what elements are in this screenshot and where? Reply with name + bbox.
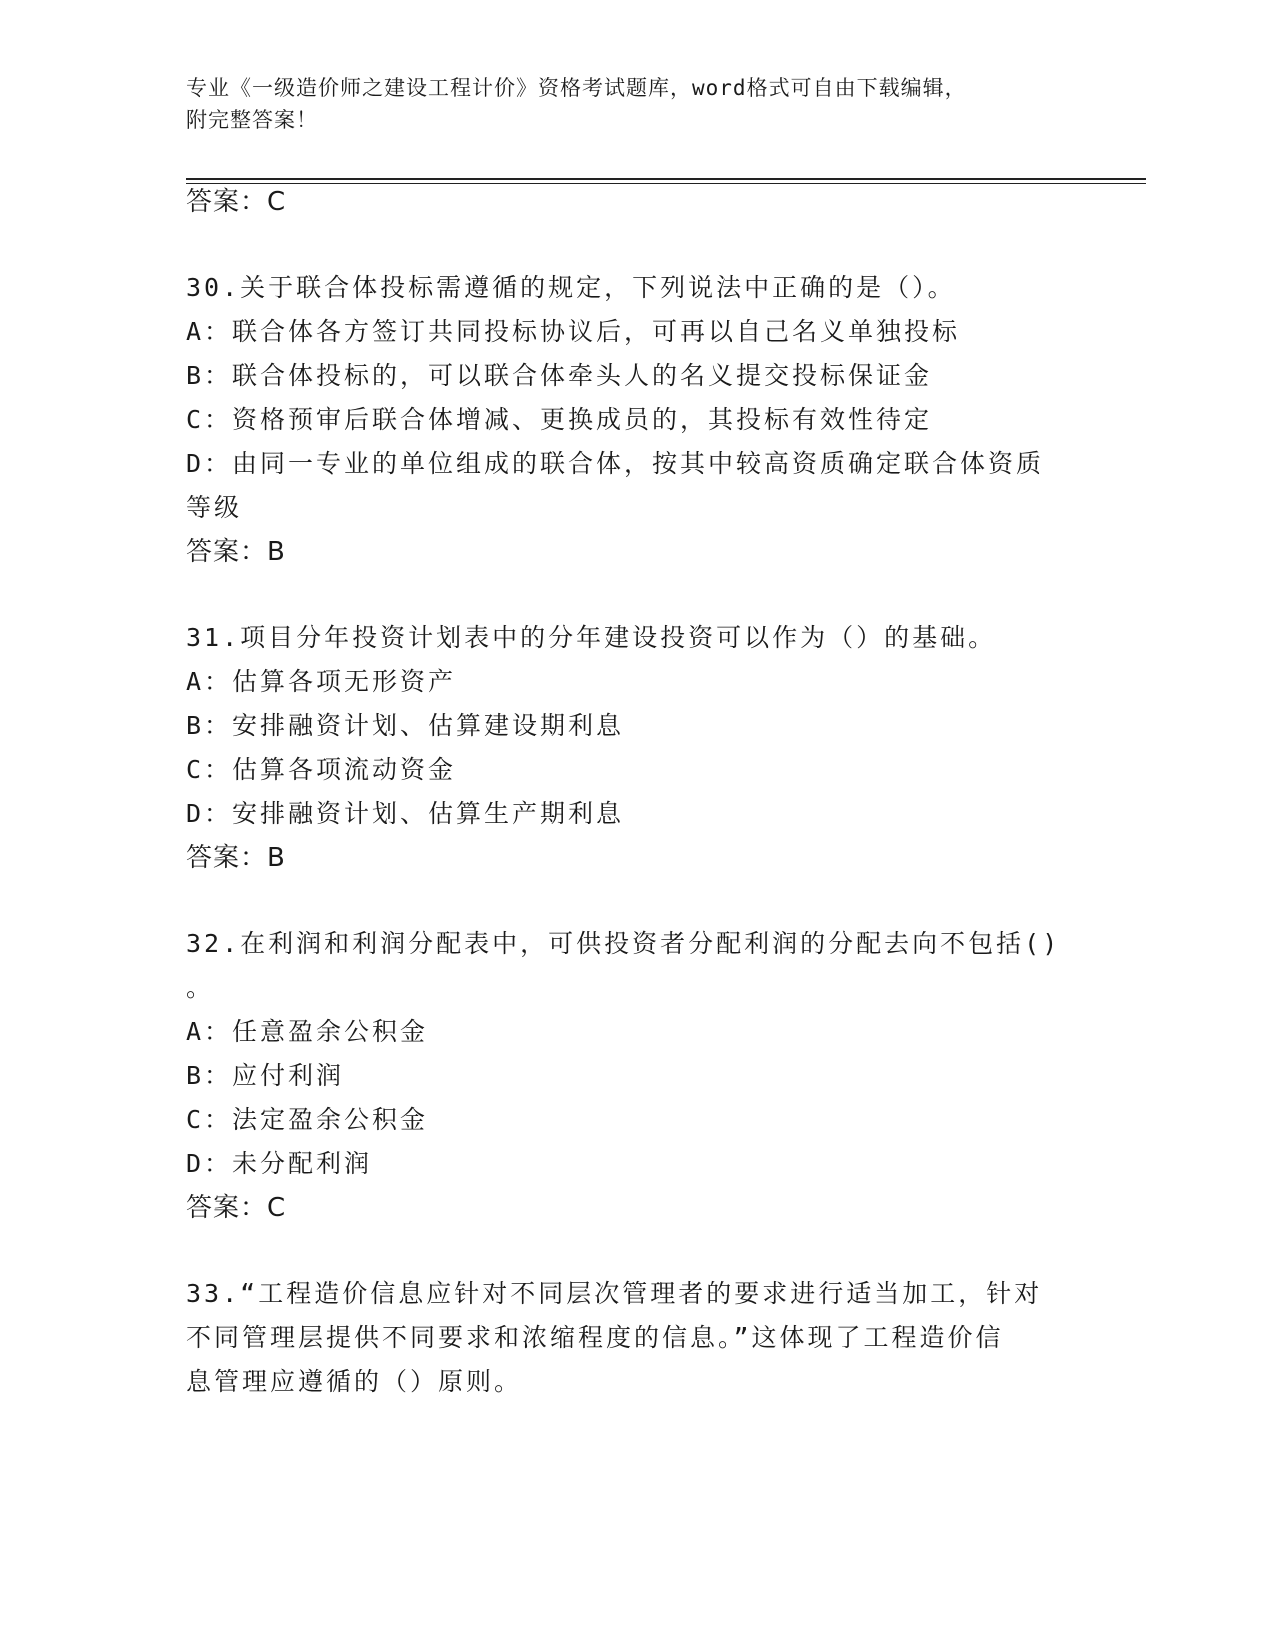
question-31-answer: 答案：B: [186, 843, 286, 873]
question-30-option-b: B：联合体投标的，可以联合体牵头人的名义提交投标保证金: [186, 361, 933, 390]
question-30-option-d-cont: 等级: [186, 493, 243, 522]
question-30-answer: 答案：B: [186, 537, 286, 567]
question-30-stem: 30.关于联合体投标需遵循的规定，下列说法中正确的是（）。: [186, 273, 956, 302]
question-31-option-a: A：估算各项无形资产: [186, 667, 457, 696]
header-divider: [186, 178, 1146, 184]
question-31-option-d: D：安排融资计划、估算生产期利息: [186, 799, 625, 828]
question-33-stem: 33.“工程造价信息应针对不同层次管理者的要求进行适当加工，针对: [186, 1279, 1043, 1308]
question-32-option-c: C：法定盈余公积金: [186, 1105, 429, 1134]
question-31-option-b: B：安排融资计划、估算建设期利息: [186, 711, 625, 740]
answer-previous: 答案：C: [186, 187, 287, 217]
question-33-stem-cont-1: 不同管理层提供不同要求和浓缩程度的信息。”这体现了工程造价信: [186, 1323, 1004, 1352]
question-31-stem: 31.项目分年投资计划表中的分年建设投资可以作为（）的基础。: [186, 623, 997, 652]
question-30-option-d: D：由同一专业的单位组成的联合体，按其中较高资质确定联合体资质: [186, 449, 1045, 478]
question-31-option-c: C：估算各项流动资金: [186, 755, 457, 784]
header-line-2: 附完整答案！: [186, 108, 318, 132]
question-32-stem-cont: 。: [186, 973, 215, 1002]
question-30-option-c: C：资格预审后联合体增减、更换成员的，其投标有效性待定: [186, 405, 933, 434]
question-30-option-a: A：联合体各方签订共同投标协议后，可再以自己名义单独投标: [186, 317, 961, 346]
document-header: [186, 72, 1086, 136]
question-32-option-d: D：未分配利润: [186, 1149, 373, 1178]
question-33-stem-cont-2: 息管理应遵循的（）原则。: [186, 1367, 523, 1396]
question-32-option-a: A：任意盈余公积金: [186, 1017, 429, 1046]
question-32-option-b: B：应付利润: [186, 1061, 345, 1090]
question-32-stem: 32.在利润和利润分配表中，可供投资者分配利润的分配去向不包括(): [186, 929, 1061, 958]
question-32-answer: 答案：C: [186, 1193, 287, 1223]
header-line-1: 专业《一级造价师之建设工程计价》资格考试题库，word格式可自由下载编辑，: [186, 76, 967, 100]
